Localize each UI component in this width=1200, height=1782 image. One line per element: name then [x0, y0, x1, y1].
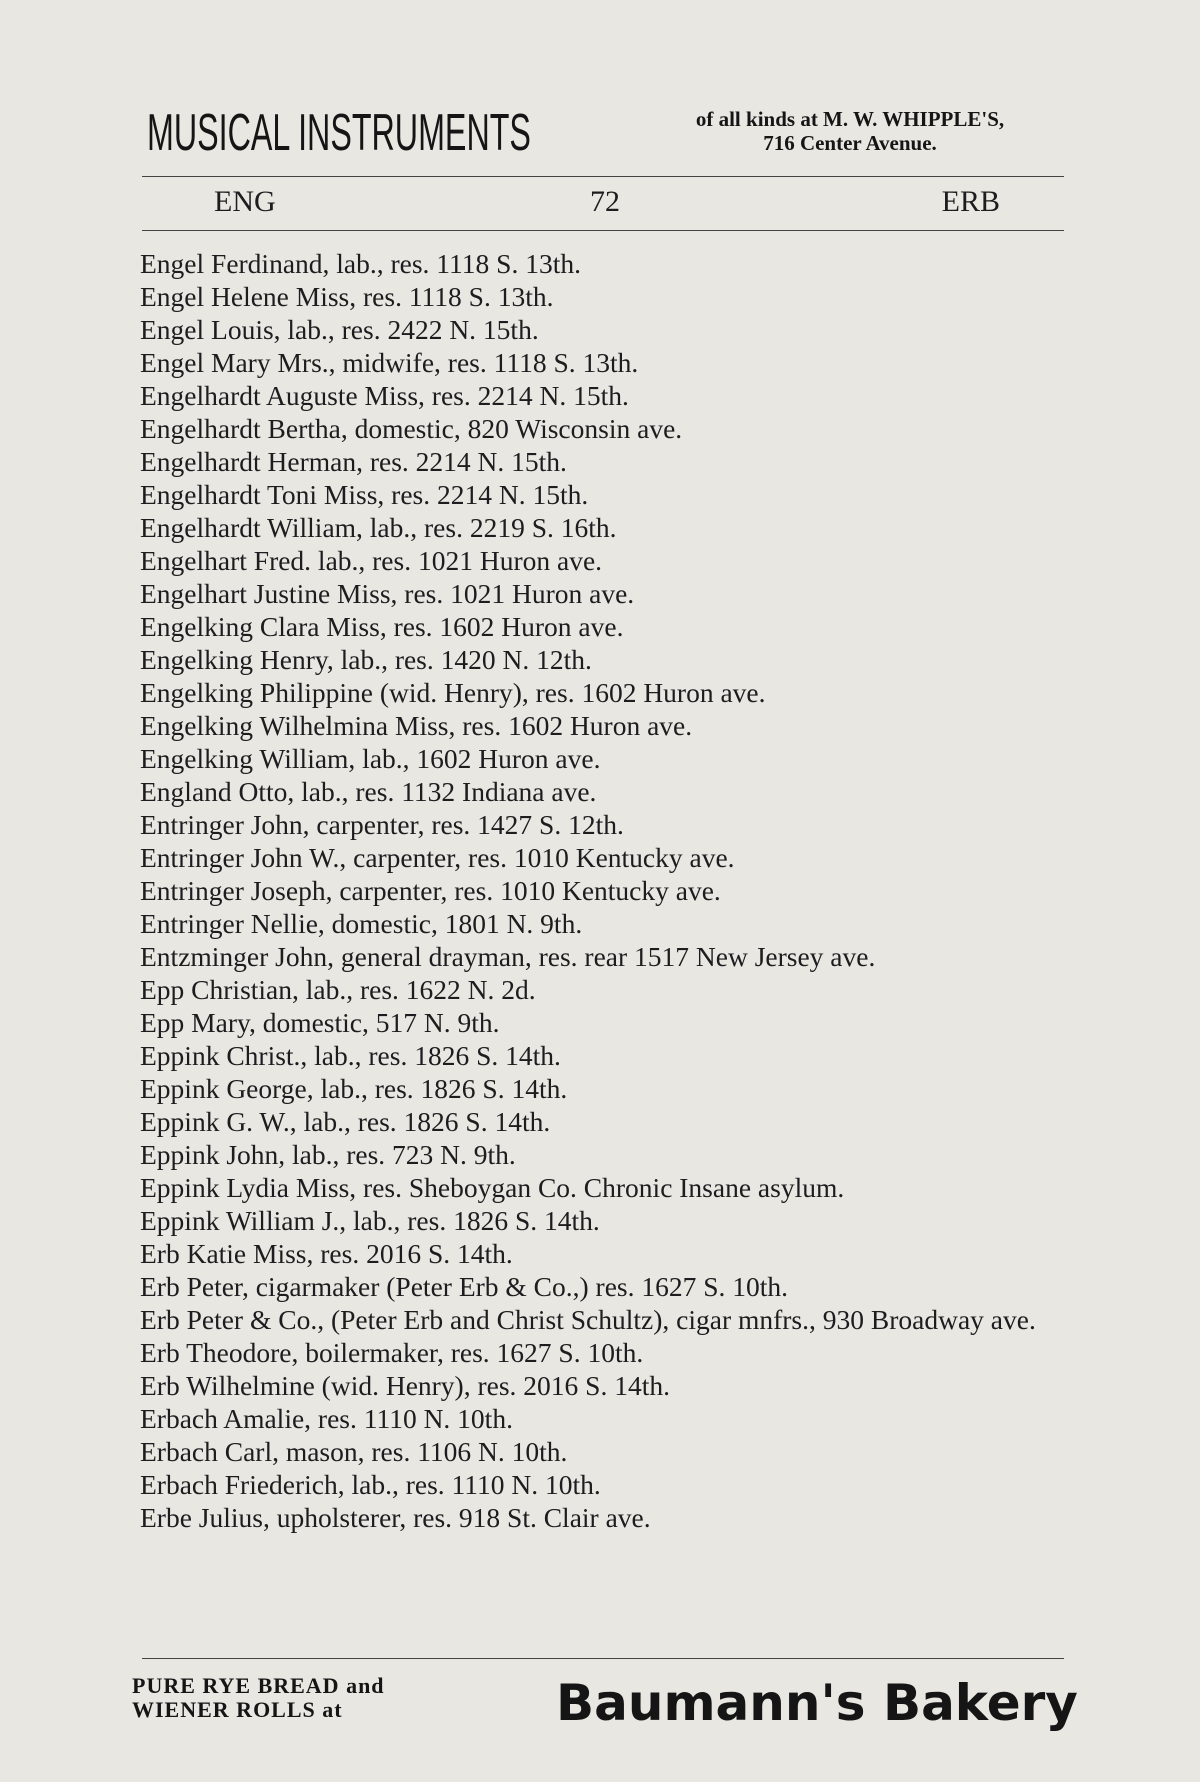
- top-advertisement: [147, 100, 1067, 170]
- directory-entry: Erb Peter & Co., (Peter Erb and Christ Schultz), cigar mnfrs., 930 Broadway ave.: [140, 1304, 1036, 1335]
- directory-entry: Eppink William J., lab., res. 1826 S. 14th.: [140, 1205, 600, 1236]
- directory-entry: Engelhardt Toni Miss, res. 2214 N. 15th.: [140, 479, 589, 510]
- directory-entry: Engelking Clara Miss, res. 1602 Huron ave.: [140, 611, 624, 642]
- ad-bottom-line1: PURE RYE BREAD and: [132, 1673, 385, 1698]
- directory-entry: Erb Peter, cigarmaker (Peter Erb & Co.,) res. 1627 S. 10th.: [140, 1271, 789, 1302]
- directory-entry: Engelking Henry, lab., res. 1420 N. 12th.: [140, 644, 592, 675]
- footer-rule: [142, 1658, 1064, 1659]
- directory-entry: Eppink G. W., lab., res. 1826 S. 14th.: [140, 1106, 551, 1137]
- directory-entry: Engelhardt William, lab., res. 2219 S. 16th.: [140, 512, 617, 543]
- running-head-right: ERB: [941, 185, 1000, 218]
- directory-entry: Engelhardt Bertha, domestic, 820 Wisconsin ave.: [140, 413, 683, 444]
- ad-bottom-line2: WIENER ROLLS at: [132, 1697, 343, 1722]
- bottom-advertisement: [132, 1668, 1078, 1748]
- directory-entry: Engel Ferdinand, lab., res. 1118 S. 13th.: [140, 248, 581, 279]
- page-number: 72: [590, 185, 620, 218]
- ad-subtext: [633, 107, 1067, 155]
- directory-entry: Erb Theodore, boilermaker, res. 1627 S. 10th.: [140, 1337, 644, 1368]
- running-head-left: ENG: [214, 185, 276, 218]
- directory-entry: Engel Louis, lab., res. 2422 N. 15th.: [140, 314, 539, 345]
- directory-entry: Erbe Julius, upholsterer, res. 918 St. Clair ave.: [140, 1502, 651, 1533]
- directory-entry: Entzminger John, general drayman, res. rear 1517 New Jersey ave.: [140, 941, 876, 972]
- directory-entry: Epp Christian, lab., res. 1622 N. 2d.: [140, 974, 536, 1005]
- directory-entry: Eppink Lydia Miss, res. Sheboygan Co. Chronic Insane asylum.: [140, 1172, 845, 1203]
- directory-entry: Eppink Christ., lab., res. 1826 S. 14th.: [140, 1040, 561, 1071]
- directory-entry: Engelhardt Auguste Miss, res. 2214 N. 15th.: [140, 380, 629, 411]
- directory-entry: Erb Wilhelmine (wid. Henry), res. 2016 S. 14th.: [140, 1370, 670, 1401]
- directory-entry: Entringer John W., carpenter, res. 1010 Kentucky ave.: [140, 842, 735, 873]
- ad-subtext-line1: of all kinds at M. W. WHIPPLE'S,: [695, 107, 1005, 131]
- directory-entry: Engelhart Justine Miss, res. 1021 Huron ave.: [140, 578, 635, 609]
- header-rule-bottom: [142, 230, 1064, 231]
- directory-entry: Epp Mary, domestic, 517 N. 9th.: [140, 1007, 500, 1038]
- directory-entry: Engelking Philippine (wid. Henry), res. 1602 Huron ave.: [140, 677, 766, 708]
- directory-entry: Entringer John, carpenter, res. 1427 S. 12th.: [140, 809, 624, 840]
- bakery-brand: Baumann's Bakery: [556, 1674, 1078, 1732]
- directory-entry: Entringer Joseph, carpenter, res. 1010 Kentucky ave.: [140, 875, 721, 906]
- ad-subtext-line2: 716 Center Avenue.: [763, 131, 937, 155]
- directory-entry: Engelking William, lab., 1602 Huron ave.: [140, 743, 601, 774]
- header-rule-top: [142, 176, 1064, 177]
- directory-entry: Engel Helene Miss, res. 1118 S. 13th.: [140, 281, 554, 312]
- directory-entries: [140, 247, 1058, 1534]
- ad-bottom-text: [132, 1674, 552, 1722]
- directory-entry: Engel Mary Mrs., midwife, res. 1118 S. 13th.: [140, 347, 639, 378]
- directory-entry: Engelhart Fred. lab., res. 1021 Huron ave.: [140, 545, 603, 576]
- directory-entry: Engelking Wilhelmina Miss, res. 1602 Huron ave.: [140, 710, 693, 741]
- directory-entry: Erb Katie Miss, res. 2016 S. 14th.: [140, 1238, 513, 1269]
- directory-entry: Eppink George, lab., res. 1826 S. 14th.: [140, 1073, 568, 1104]
- directory-entry: Erbach Amalie, res. 1110 N. 10th.: [140, 1403, 513, 1434]
- running-head: [142, 184, 1064, 220]
- directory-entry: England Otto, lab., res. 1132 Indiana ave.: [140, 776, 597, 807]
- directory-entry: Eppink John, lab., res. 723 N. 9th.: [140, 1139, 516, 1170]
- directory-entry: Erbach Friederich, lab., res. 1110 N. 10th.: [140, 1469, 601, 1500]
- ad-headline: MUSICAL INSTRUMENTS: [147, 104, 531, 162]
- directory-entry: Engelhardt Herman, res. 2214 N. 15th.: [140, 446, 567, 477]
- directory-entry: Erbach Carl, mason, res. 1106 N. 10th.: [140, 1436, 568, 1467]
- directory-entry: Entringer Nellie, domestic, 1801 N. 9th.: [140, 908, 583, 939]
